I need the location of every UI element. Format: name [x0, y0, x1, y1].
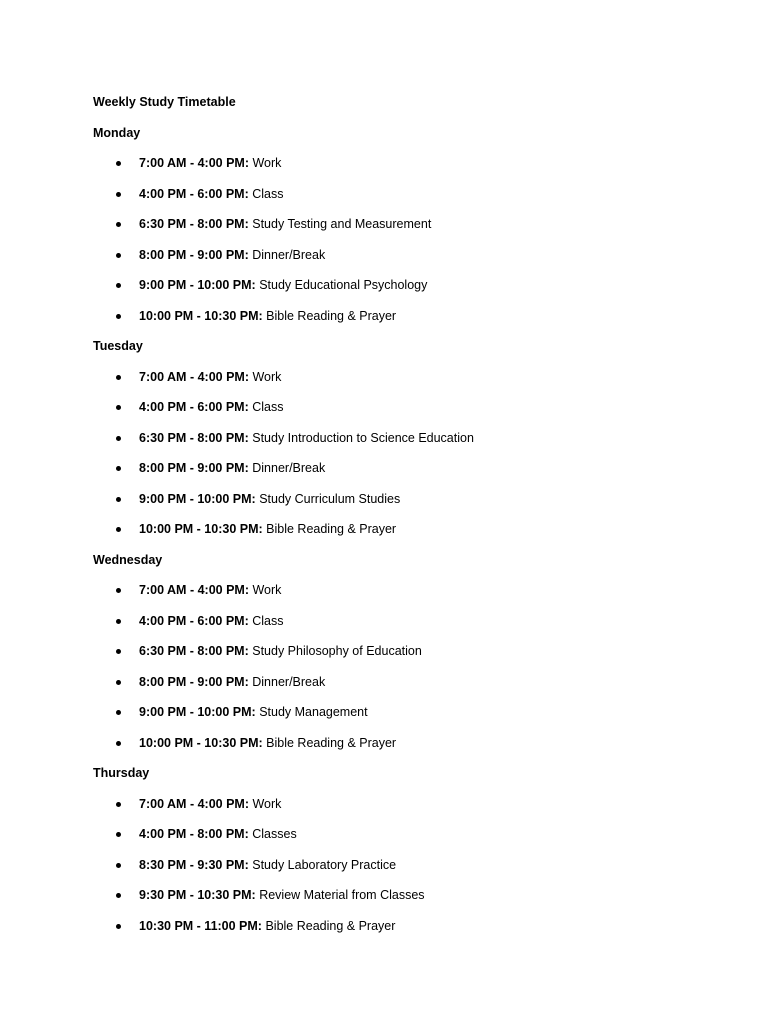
schedule-item [93, 672, 693, 692]
schedule-item [93, 214, 693, 234]
day-heading: Thursday [93, 766, 150, 780]
bullet-icon [116, 741, 121, 746]
activity-label: Work [252, 796, 282, 811]
day-section-tuesday [93, 336, 693, 539]
time-range: 4:00 PM - 8:00 PM: [139, 827, 249, 841]
time-range: 8:00 PM - 9:00 PM: [139, 247, 249, 262]
time-range: 10:00 PM - 10:30 PM: [139, 522, 263, 536]
time-range: 4:00 PM - 6:00 PM: [139, 400, 249, 414]
schedule-item [93, 458, 693, 478]
bullet-icon [116, 314, 121, 319]
time-range: 9:30 PM - 10:30 PM: [139, 888, 256, 902]
time-range: 6:30 PM - 8:00 PM: [139, 430, 249, 445]
day-heading: Tuesday [93, 339, 143, 353]
day-heading: Wednesday [93, 552, 163, 567]
bullet-icon [116, 527, 121, 532]
schedule-item [93, 275, 693, 295]
schedule-item [93, 885, 693, 905]
time-range: 7:00 AM - 4:00 PM: [139, 583, 249, 597]
time-range: 8:00 PM - 9:00 PM: [139, 674, 249, 689]
day-section-thursday [93, 763, 693, 936]
bullet-icon [116, 893, 121, 898]
activity-label: Study Philosophy of Education [252, 644, 422, 658]
time-range: 8:30 PM - 9:30 PM: [139, 857, 249, 872]
bullet-icon [116, 924, 121, 929]
schedule-list [93, 580, 693, 753]
schedule-list [93, 367, 693, 540]
bullet-icon [116, 710, 121, 715]
schedule-item [93, 489, 693, 509]
bullet-icon [116, 405, 121, 410]
activity-label: Class [252, 400, 284, 414]
time-range: 7:00 AM - 4:00 PM: [139, 369, 249, 384]
activity-label: Work [252, 369, 282, 384]
schedule-item [93, 702, 693, 722]
bullet-icon [116, 588, 121, 593]
activity-label: Class [252, 613, 284, 628]
bullet-icon [116, 619, 121, 624]
bullet-icon [116, 192, 121, 197]
schedule-item [93, 367, 693, 387]
time-range: 6:30 PM - 8:00 PM: [139, 217, 249, 231]
activity-label: Study Laboratory Practice [252, 857, 397, 872]
schedule-item [93, 733, 693, 753]
time-range: 10:00 PM - 10:30 PM: [139, 735, 263, 750]
time-range: 7:00 AM - 4:00 PM: [139, 796, 249, 811]
schedule-item [93, 428, 693, 448]
activity-label: Bible Reading & Prayer [266, 522, 397, 536]
time-range: 9:00 PM - 10:00 PM: [139, 491, 256, 506]
activity-label: Class [252, 186, 284, 201]
day-heading: Monday [93, 125, 141, 140]
time-range: 10:30 PM - 11:00 PM: [139, 918, 262, 933]
bullet-icon [116, 680, 121, 685]
activity-label: Review Material from Classes [259, 888, 425, 902]
schedule-item [93, 153, 693, 173]
bullet-icon [116, 222, 121, 227]
document-page [93, 92, 693, 946]
schedule-item [93, 306, 693, 326]
time-range: 9:00 PM - 10:00 PM: [139, 278, 256, 292]
time-range: 9:00 PM - 10:00 PM: [139, 705, 256, 719]
activity-label: Bible Reading & Prayer [266, 308, 397, 323]
time-range: 7:00 AM - 4:00 PM: [139, 156, 249, 170]
time-range: 4:00 PM - 6:00 PM: [139, 613, 249, 628]
schedule-item [93, 916, 693, 936]
time-range: 6:30 PM - 8:00 PM: [139, 644, 249, 658]
activity-label: Study Curriculum Studies [259, 491, 401, 506]
bullet-icon [116, 283, 121, 288]
bullet-icon [116, 649, 121, 654]
schedule-item [93, 397, 693, 417]
document-title: Weekly Study Timetable [93, 95, 236, 109]
activity-label: Dinner/Break [252, 247, 326, 262]
activity-label: Study Management [259, 705, 368, 719]
activity-label: Study Introduction to Science Education [252, 430, 474, 445]
bullet-icon [116, 161, 121, 166]
activity-label: Dinner/Break [252, 674, 326, 689]
bullet-icon [116, 497, 121, 502]
bullet-icon [116, 253, 121, 258]
timetable-days [93, 123, 693, 936]
activity-label: Work [252, 156, 282, 170]
schedule-item [93, 184, 693, 204]
day-section-monday [93, 123, 693, 326]
time-range: 8:00 PM - 9:00 PM: [139, 461, 249, 475]
bullet-icon [116, 863, 121, 868]
schedule-item [93, 519, 693, 539]
day-section-wednesday [93, 550, 693, 753]
schedule-item [93, 824, 693, 844]
schedule-item [93, 641, 693, 661]
activity-label: Dinner/Break [252, 461, 326, 475]
schedule-item [93, 611, 693, 631]
activity-label: Study Educational Psychology [259, 278, 428, 292]
bullet-icon [116, 375, 121, 380]
bullet-icon [116, 832, 121, 837]
activity-label: Work [252, 583, 282, 597]
schedule-item [93, 794, 693, 814]
time-range: 4:00 PM - 6:00 PM: [139, 186, 249, 201]
schedule-item [93, 245, 693, 265]
schedule-list [93, 794, 693, 936]
bullet-icon [116, 466, 121, 471]
activity-label: Classes [252, 827, 297, 841]
schedule-item [93, 580, 693, 600]
schedule-item [93, 855, 693, 875]
activity-label: Bible Reading & Prayer [266, 735, 397, 750]
schedule-list [93, 153, 693, 326]
bullet-icon [116, 802, 121, 807]
activity-label: Bible Reading & Prayer [265, 918, 396, 933]
bullet-icon [116, 436, 121, 441]
time-range: 10:00 PM - 10:30 PM: [139, 308, 263, 323]
activity-label: Study Testing and Measurement [252, 217, 432, 231]
